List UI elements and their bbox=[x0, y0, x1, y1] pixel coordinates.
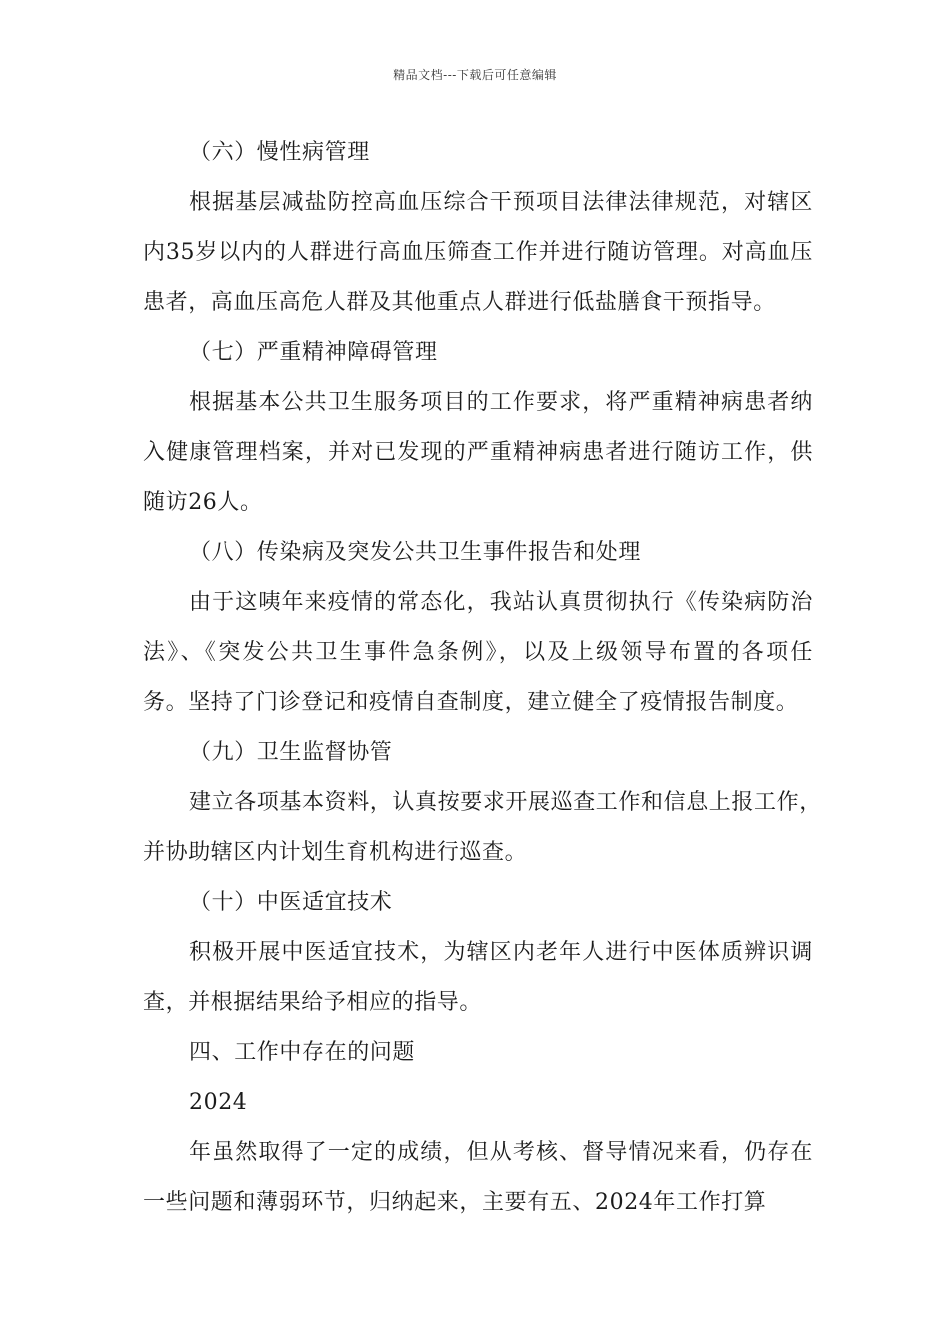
paragraph-line: 年虽然取得了一定的成绩，但从考核、督导情况来看，仍存在 bbox=[189, 1140, 813, 1165]
paragraph-line: 由于这咦年来疫情的常态化，我站认真贯彻执行《传染病防治 bbox=[189, 590, 813, 615]
section-heading-4: 四、工作中存在的问题 bbox=[189, 1040, 416, 1065]
section-heading-7: （七）严重精神障碍管理 bbox=[189, 340, 438, 365]
paragraph-line: 患者，高血压高危人群及其他重点人群进行低盐膳食干预指导。 bbox=[143, 290, 776, 315]
paragraph-line: 积极开展中医适宜技术，为辖区内老年人进行中医体质辨识调 bbox=[189, 940, 813, 965]
paragraph-line: 并协助辖区内计划生育机构进行巡查。 bbox=[143, 840, 528, 865]
section-heading-6: （六）慢性病管理 bbox=[189, 140, 370, 165]
section-heading-8: （八）传染病及突发公共卫生事件报告和处理 bbox=[189, 540, 642, 565]
paragraph-line: 根据基层减盐防控高血压综合干预项目法律法律规范，对辖区 bbox=[189, 190, 813, 215]
document-body bbox=[143, 128, 822, 1228]
year-line: 2024 bbox=[189, 1090, 248, 1115]
paragraph-line: 入健康管理档案，并对已发现的严重精神病患者进行随访工作，供 bbox=[143, 440, 813, 465]
paragraph-line: 建立各项基本资料，认真按要求开展巡查工作和信息上报工作， bbox=[189, 790, 822, 815]
paragraph-line: 根据基本公共卫生服务项目的工作要求，将严重精神病患者纳 bbox=[189, 390, 813, 415]
section-heading-9: （九）卫生监督协管 bbox=[189, 740, 393, 765]
paragraph-line: 务。坚持了门诊登记和疫情自查制度，建立健全了疫情报告制度。 bbox=[143, 690, 799, 715]
section-heading-10: （十）中医适宜技术 bbox=[189, 890, 393, 915]
paragraph-line: 内35岁以内的人群进行高血压筛查工作并进行随访管理。对高血压 bbox=[143, 240, 813, 265]
paragraph-line: 查，并根据结果给予相应的指导。 bbox=[143, 990, 483, 1015]
paragraph-line: 一些问题和薄弱环节，归纳起来，主要有五、2024年工作打算 bbox=[143, 1190, 767, 1215]
paragraph-line: 随访26人。 bbox=[143, 490, 263, 515]
paragraph-line: 法》、《突发公共卫生事件急条例》，以及上级领导布置的各项任 bbox=[143, 640, 813, 665]
page-header: 精品文档---下载后可任意编辑 bbox=[393, 68, 557, 82]
